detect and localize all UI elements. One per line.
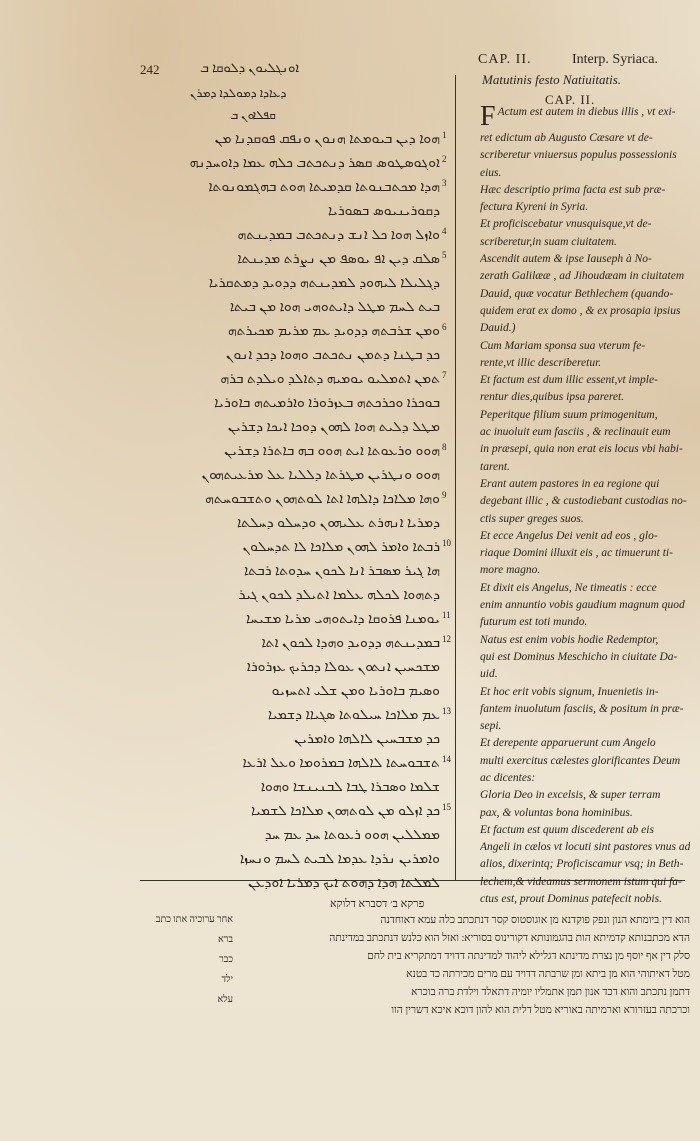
latin-line: more magno.	[480, 564, 541, 577]
verse-number: 8	[442, 442, 447, 452]
folio-number: 242	[140, 62, 160, 77]
syriac-line: ܬܡܢ ܐܬܡܠܝܘ ܝܘܡܝܗ ܕܬܐܠܕ ܘܝܠܕܬ ܒܪܗ	[220, 372, 440, 387]
latin-line: quidem erat ex domo , & ex prosapia ipsius	[480, 304, 681, 317]
latin-line: Dauid, quæ vocatur Bethlechem (quando-	[480, 287, 674, 300]
syriac-line: ܡܫܟܚܝܢ ܐܢܬܘܢ ܥܘܠܐ ܕܟܪܝܟ ܥܙܪܘܪܐ	[246, 660, 440, 675]
latin-line: Dauid.)	[480, 322, 516, 335]
syriac-line: ܠܡܠܬܐ ܗܕܐ ܕܗܘܬ ܐܝܟ ܕܡܪܝܐ ܐܘܕܥܢ	[248, 876, 440, 891]
latin-line: ctis super greges suos.	[480, 512, 584, 525]
syriac-subheading: ܕܥܐܕܐ ܕܡܘܠܕܐ ܕܡܪܢ	[190, 86, 287, 100]
verse-number: 7	[442, 370, 447, 380]
verse-number: 12	[442, 634, 451, 644]
verse-number: 10	[442, 538, 451, 548]
syriac-line: ܘܐܙܠ ܗܘܐ ܟܠ ܐܢܫ ܕܢܬܟܬܒ ܒܡܕܝܢܬܗ	[237, 228, 440, 243]
latin-line: rente,vt illic describeretur.	[480, 356, 602, 369]
verse-number: 11	[442, 610, 451, 620]
syriac-line: ܘܣܝܡ ܒܐܘܪܝܐ ܘܡܢ ܫܠܝ ܐܬܚܙܝܘ	[271, 684, 440, 699]
syriac-chapter-heading: ܩܦܠܐܘܢ ܒ	[230, 108, 276, 122]
latin-chapter-label: CAP. II.	[478, 52, 532, 67]
syriac-line: ܡܛܠ ܕܠܝܬ ܗܘܐ ܠܗܘܢ ܕܘܟܐ ܐܝܟܐ ܕܫܪܝܢ	[227, 420, 440, 435]
latin-line: scriberetur,in suam ciuitatem.	[480, 235, 617, 248]
syriac-text-column	[140, 128, 440, 896]
latin-line: fantem inuolutum fasciis, & positum in præ-	[480, 702, 684, 715]
syriac-line: ܐܘܓܘܣܛܘܣ ܩܣܪ ܕܢܬܟܬܒ ܟܠܗ ܥܡܐ ܕܐܘܚܕܢܗ	[189, 156, 440, 171]
hebrew-margin-note: אחר ערוכיה אתו כתב	[155, 915, 233, 925]
hebrew-transliteration-block	[240, 912, 690, 1020]
latin-chapter-heading: CAP. II.	[545, 92, 596, 107]
latin-line: qui est Dominus Meschicho in ciuitate Da-	[480, 650, 678, 663]
latin-line: Et proficiscebatur vnusquisque,vt de-	[480, 218, 652, 231]
column-divider	[455, 75, 456, 880]
syriac-line: ܕܬܗܘܐ ܠܟܠܗ ܥܠܡܐ ܐܬܝܠܕ ܠܟܘܢ ܓܝܪ	[238, 588, 440, 603]
latin-line: tarent.	[480, 460, 510, 473]
latin-line: zerath Galilææ , ad Jihoudæam in ciuitatem	[480, 270, 685, 283]
latin-line: sepi.	[480, 720, 502, 733]
latin-line: multi exercitus cælestes glorificantes Deum	[480, 754, 681, 767]
latin-line: scriberetur vniuersus populus possessionis	[480, 149, 677, 162]
syriac-line: ܝܘܡܢܐ ܦܪܘܩܐ ܕܐܝܬܘܗܝ ܡܪܝܐ ܡܫܝܚܐ	[245, 612, 440, 627]
syriac-line: ܕܩܘܪܝܢܝܘܣ ܒܣܘܪܝܐ	[328, 204, 440, 219]
hebrew-heading: פרקא ב׳ דסברא דלוקא	[330, 898, 425, 910]
verse-number: 3	[442, 178, 447, 188]
latin-line: in præsepi, quia non erat eis locus vbi habi-	[480, 443, 683, 456]
hebrew-line: סלק דין אף יוסף מן נצרת מדינתא דגלילא ליהוד למדינתה דדויד דמתקריא בית לחם	[367, 951, 690, 962]
verse-number: 9	[442, 490, 447, 500]
syriac-line: ܕܓܠܝܠܐ ܠܝܗܘܕ ܠܡܕܝܢܬܗ ܕܕܘܝܕ ܕܡܬܩܪܝܐ	[208, 276, 440, 291]
verse-number: 6	[442, 322, 447, 332]
syriac-line: ܒܝܬ ܠܚܡ ܡܛܠ ܕܐܝܬܘܗܝ ܗܘܐ ܡܢ ܒܝܬܐ	[229, 300, 440, 315]
syriac-line: ܕܡܪܝܐ ܐܢܗܪܬ ܥܠܝܗܘܢ ܘܕܚܠܘ ܕܚܠܬܐ	[236, 516, 440, 531]
latin-line: Et dixit eis Angelus, Ne timeatis : ecce	[480, 581, 657, 594]
latin-line: pax, & voluntas bona hominibus.	[480, 806, 633, 819]
verse-number: 5	[442, 250, 447, 260]
syriac-line: ܗܐ ܓܝܪ ܡܣܒܪ ܐܢܐ ܠܟܘܢ ܚܕܘܬܐ ܪܒܬܐ	[244, 564, 440, 579]
hebrew-line: הדא מכתבנותא קדמיתא הות בהגמונותא דקורינוס בסוריא ׃ ואזל הוא כלנש דנתכתב במדינתה	[329, 933, 690, 944]
latin-line: ctus est, prout Dominus patefecit nobis.	[480, 893, 662, 906]
syriac-running-head: ܐܘܢܓܠܝܘܢ ܕܠܘܩܐ ܒ	[200, 60, 300, 75]
hebrew-line: דתמן נתכתב והוא דכד אנון תמן אתמליו יומיה דתאלד וילדת ברה בוכרא	[411, 987, 690, 998]
latin-line: Cum Mariam sponsa sua vterum fe-	[480, 339, 646, 352]
hebrew-line: הוא דין ביומתא הנון ונפק פוקדנא מן אוגוסטוס קסר דנתכתב כלה עמא דאוחדנה	[380, 915, 690, 926]
latin-line: Et ecce Angelus Dei venit ad eos , glo-	[480, 529, 658, 542]
syriac-line: ܘܗܐ ܡܠܐܟܐ ܕܐܠܗܐ ܐܬܐ ܠܘܬܗܘܢ ܘܬܫܒܘܚܬܗ	[205, 492, 440, 507]
latin-line: rentur dies,quibus ipsa pareret.	[480, 391, 625, 404]
hebrew-margin-note: ילד	[221, 975, 233, 985]
hebrew-line: וכרכתה בעזרורא וארמיתה באוריא מטל דלית הוא להון דוכא איכא דשרין הוו	[391, 1005, 690, 1016]
latin-line: ret edictum ab Augusto Cæsare vt de-	[480, 132, 653, 144]
latin-text-column	[480, 104, 690, 908]
latin-running-title: Interp. Syriaca.	[572, 52, 658, 67]
latin-line: Et derepente apparuerunt cum Angelo	[480, 737, 656, 750]
latin-line: fectura Kyreni in Syria.	[480, 201, 589, 214]
hebrew-line: מטל דאיתוהי הוא מן ביתא ומן שרבתה דדויד עם מרים מכירתה כד בטנא	[406, 969, 690, 980]
syriac-line: ܒܘܟܪܐ ܘܟܪܟܬܗ ܒܥܙܪܘܪܐ ܘܐܪܡܝܬܗ ܒܐܘܪܝܐ	[214, 396, 440, 411]
latin-line: Ascendit autem & ipse Iauseph à No-	[480, 253, 652, 266]
latin-line: Peperitque filium suum primogenitum,	[480, 408, 658, 421]
latin-line: Et hoc erit vobis signum, Inuenietis in-	[480, 685, 659, 698]
verse-number: 15	[442, 802, 451, 812]
hebrew-margin-note: כבר	[219, 955, 233, 965]
latin-line: Erant autem pastores in ea regione qui	[480, 477, 660, 490]
verse-number: 14	[442, 754, 451, 764]
latin-line: Gloria Deo in excelsis, & super terram	[480, 789, 661, 802]
latin-line-text: Actum est autem in diebus illis , vt exi-	[497, 106, 676, 118]
syriac-line: ܟܕ ܡܫܒܚܝܢ ܠܐܠܗܐ ܘܐܡܪܝܢ	[294, 732, 440, 747]
hebrew-margin-note: ברא	[218, 935, 233, 945]
syriac-line: ܥܡ ܡܠܐܟܐ ܚܝܠܘܬܐ ܣܓܝܐܐ ܕܫܡܝܐ	[267, 708, 440, 723]
latin-line: futurum est toti mundo.	[480, 616, 588, 629]
hebrew-margin-notes	[138, 910, 233, 1010]
verse-number: 13	[442, 706, 451, 716]
latin-line: alios, dixerintq; Proficiscamur vsq; in Beth-	[480, 858, 684, 871]
verse-number: 2	[442, 154, 447, 164]
syriac-line: ܡܡܠܠܝܢ ܗܘܘ ܪܥܘܬܐ ܚܕ ܥܡ ܚܕ	[264, 828, 440, 843]
latin-line: riaque Domini illuxit eis , ac timuerunt ti-	[480, 547, 673, 560]
latin-line: Angeli in cælos vt locuti sint pastores vnus ad	[480, 841, 690, 854]
syriac-line: ܗܘܘ ܘܪܥܘܬܐ ܐܝܬ ܗܘܘ ܒܗ ܒܐܬܪܐ ܕܫܪܝܢ	[224, 444, 440, 459]
latin-line: Natus est enim vobis hodie Redemptor,	[480, 633, 659, 646]
syriac-line: ܗܘܘ ܘܢܛܪܝܢ ܡܛܪܬܐ ܕܠܠܝܐ ܥܠ ܡܪܥܝܬܗܘܢ	[201, 468, 440, 483]
latin-line: uid.	[480, 668, 498, 681]
latin-line: ac inuoluit eum fasciis , & reclinauit eum	[480, 426, 671, 439]
latin-line: lechem,& videamus sermonem istum qui fa-	[480, 875, 682, 888]
syriac-line: ܗܘܐ ܕܝܢ ܒܝܘܡܬܐ ܗܢܘܢ ܘܢܦܩ ܦܘܩܕܢܐ ܡܢ	[214, 132, 440, 147]
latin-line: Hæc descriptio prima facta est sub præ-	[480, 183, 666, 196]
latin-line: eius.	[480, 166, 502, 179]
latin-line: Et factum est quum discederent ab eis	[480, 823, 654, 836]
syriac-line: ܗܕܐ ܡܟܬܒܢܘܬܐ ܩܕܡܝܬܐ ܗܘܬ ܒܗܓܡܘܢܘܬܐ	[208, 180, 440, 195]
syriac-line: ܒܡܕܝܢܬܗ ܕܕܘܝܕ ܘܗܕܐ ܠܟܘܢ ܐܬܐ	[261, 636, 440, 651]
verse-number: 1	[442, 130, 447, 140]
syriac-line: ܣܠܩ ܕܝܢ ܐܦ ܝܘܣܦ ܡܢ ܢܨܪܬ ܡܕܝܢܬܐ	[237, 252, 440, 267]
syriac-line: ܬܫܒܘܚܬܐ ܠܐܠܗܐ ܒܡܪܘܡܐ ܘܥܠ ܐܪܥܐ	[242, 756, 440, 771]
syriac-line: ܘܡܢ ܫܪܒܬܗ ܕܕܘܝܕ ܥܡ ܡܪܝܡ ܡܟܝܪܬܗ	[227, 324, 440, 339]
syriac-line: ܟܕ ܐܙܠܘ ܡܢ ܠܘܬܗܘܢ ܡܠܐܟܐ ܠܫܡܝܐ	[251, 804, 440, 819]
syriac-line: ܫܠܡܐ ܘܣܒܪܐ ܛܒܐ ܠܒܢܝܢܫܐ ܘܗܘܐ	[260, 780, 440, 795]
latin-subheading: Matutinis festo Natiuitatis.	[482, 72, 622, 87]
latin-line: degebant illic , & custodiebant custodias no-	[480, 495, 687, 508]
drop-capital: F	[480, 104, 496, 130]
latin-line: enim annuntio vobis gaudium magnum quod	[480, 599, 685, 612]
syriac-line: ܟܕ ܒܛܢܐ ܕܬܡܢ ܢܬܟܬܒ ܘܗܘܐ ܕܟܕ ܐܢܘܢ	[225, 348, 440, 363]
hebrew-margin-note: עלא	[217, 995, 233, 1005]
syriac-line: ܪܒܬܐ ܘܐܡܪ ܠܗܘܢ ܡܠܐܟܐ ܠܐ ܬܕܚܠܘܢ	[242, 540, 440, 555]
latin-line	[480, 104, 690, 130]
latin-line: ac dicentes:	[480, 771, 536, 784]
syriac-line: ܘܐܡܪܝܢ ܢܪܕܐ ܥܕܡܐ ܠܒܝܬ ܠܚܡ ܘܢܚܙܐ	[239, 852, 440, 867]
verse-number: 4	[442, 226, 447, 236]
latin-line: Et factum est dum illic essent,vt imple-	[480, 374, 658, 387]
